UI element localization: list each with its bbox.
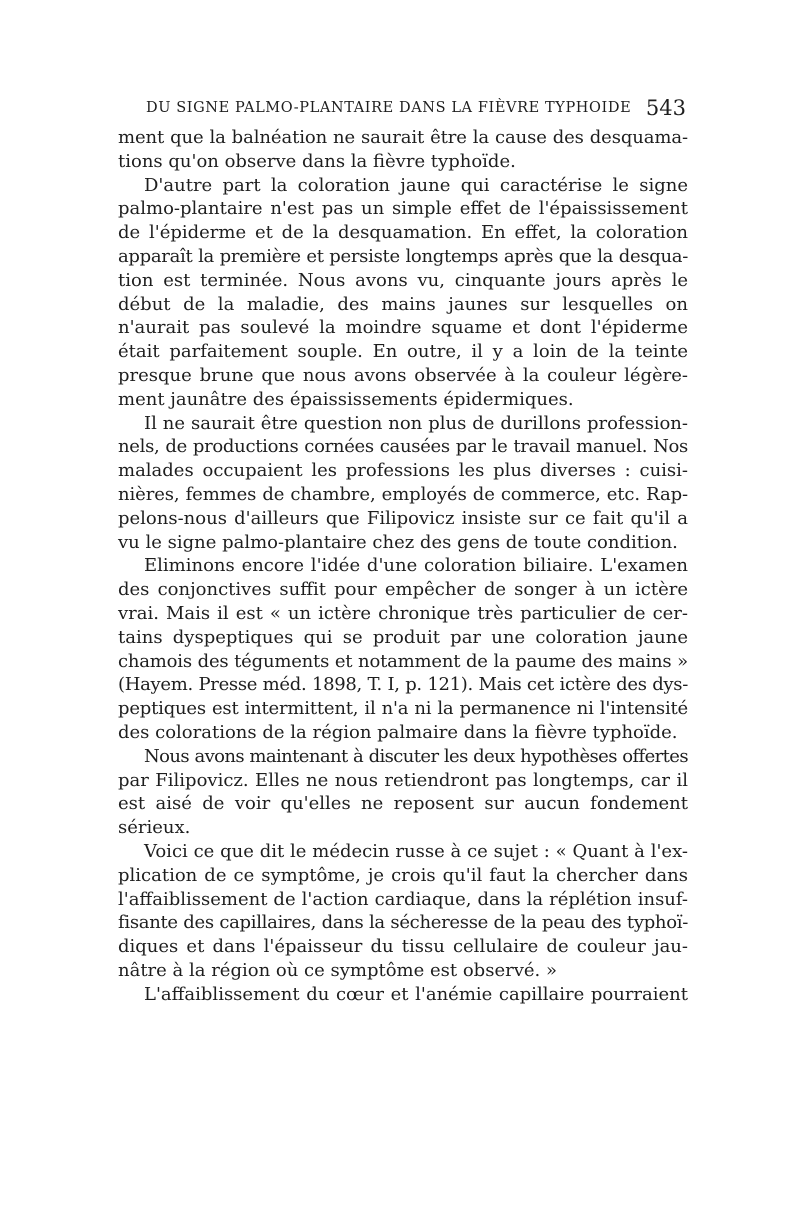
text-line: chamois des téguments et notamment de la paume des mains » xyxy=(118,650,688,672)
text-line: malades occupaient les professions les plus diverses : cuisi- xyxy=(118,460,688,482)
text-line: diques et dans l'épaisseur du tissu cellulaire de couleur jau- xyxy=(118,936,688,958)
body-text xyxy=(118,126,688,1006)
text-line: tains dyspeptiques qui se produit par une coloration jaune xyxy=(118,626,688,648)
paragraph-first-line: D'autre part la coloration jaune qui caractérise le signe xyxy=(144,174,688,196)
page-number: 543 xyxy=(645,96,686,120)
paragraph-first-line: Voici ce que dit le médecin russe à ce sujet : « Quant à l'ex- xyxy=(144,840,688,862)
running-head xyxy=(118,96,688,126)
text-line: tions qu'on observe dans la fièvre typhoïde. xyxy=(118,150,516,172)
text-line: vu le signe palmo-plantaire chez des gens de toute condition. xyxy=(118,531,678,553)
paragraph-first-line: Il ne saurait être question non plus de durillons profession- xyxy=(144,412,688,434)
text-line: tion est terminée. Nous avons vu, cinquante jours après le xyxy=(118,269,688,291)
text-line: début de la maladie, des mains jaunes sur lesquelles on xyxy=(118,293,688,315)
paragraph-first-line: Nous avons maintenant à discuter les deux hypothèses offertes xyxy=(144,745,688,767)
text-line: (Hayem. Presse méd. 1898, T. I, p. 121). Mais cet ictère des dys- xyxy=(118,674,688,696)
paragraph-first-line: L'affaiblissement du cœur et l'anémie capillaire pourraient xyxy=(144,983,688,1005)
text-line: était parfaitement souple. En outre, il y a loin de la teinte xyxy=(118,341,688,363)
text-line: vrai. Mais il est « un ictère chronique très particulier de cer- xyxy=(118,602,688,624)
text-line: palmo-plantaire n'est pas un simple effet de l'épaississement xyxy=(118,198,688,220)
text-line: de l'épiderme et de la desquamation. En effet, la coloration xyxy=(118,222,688,244)
text-line: presque brune que nous avons observée à la couleur légère- xyxy=(118,364,688,386)
text-line: des colorations de la région palmaire dans la fièvre typhoïde. xyxy=(118,721,678,743)
text-line: ment que la balnéation ne saurait être la cause des desquama- xyxy=(118,127,688,148)
paragraph-first-line: Eliminons encore l'idée d'une coloration biliaire. L'examen xyxy=(144,555,688,577)
text-line: des conjonctives suffit pour empêcher de songer à un ictère xyxy=(118,579,688,601)
text-line: pelons-nous d'ailleurs que Filipovicz insiste sur ce fait qu'il a xyxy=(118,507,688,529)
text-line: par Filipovicz. Elles ne nous retiendront pas longtemps, car il xyxy=(118,769,688,791)
text-line: peptiques est intermittent, il n'a ni la permanence ni l'intensité xyxy=(118,698,688,720)
text-line: plication de ce symptôme, je crois qu'il faut la chercher dans xyxy=(118,864,688,886)
text-line: nières, femmes de chambre, employés de commerce, etc. Rap- xyxy=(118,483,688,505)
text-line: n'aurait pas soulevé la moindre squame et dont l'épiderme xyxy=(118,317,688,339)
running-head-title: DU SIGNE PALMO-PLANTAIRE DANS LA FIÈVRE TYPHOIDE xyxy=(146,100,632,116)
text-line: nâtre à la région où ce symptôme est observé. » xyxy=(118,959,557,981)
text-line: nels, de productions cornées causées par le travail manuel. Nos xyxy=(118,436,688,458)
text-line: est aisé de voir qu'elles ne reposent sur aucun fondement xyxy=(118,793,688,815)
text-line: fisante des capillaires, dans la sécheresse de la peau des typhoï- xyxy=(118,912,688,934)
text-line: sérieux. xyxy=(118,817,191,839)
text-line: l'affaiblissement de l'action cardiaque, dans la réplétion insuf- xyxy=(118,888,688,910)
text-line: apparaît la première et persiste longtemps après que la desqua- xyxy=(118,245,688,267)
text-line: ment jaunâtre des épaississements épidermiques. xyxy=(118,388,574,410)
